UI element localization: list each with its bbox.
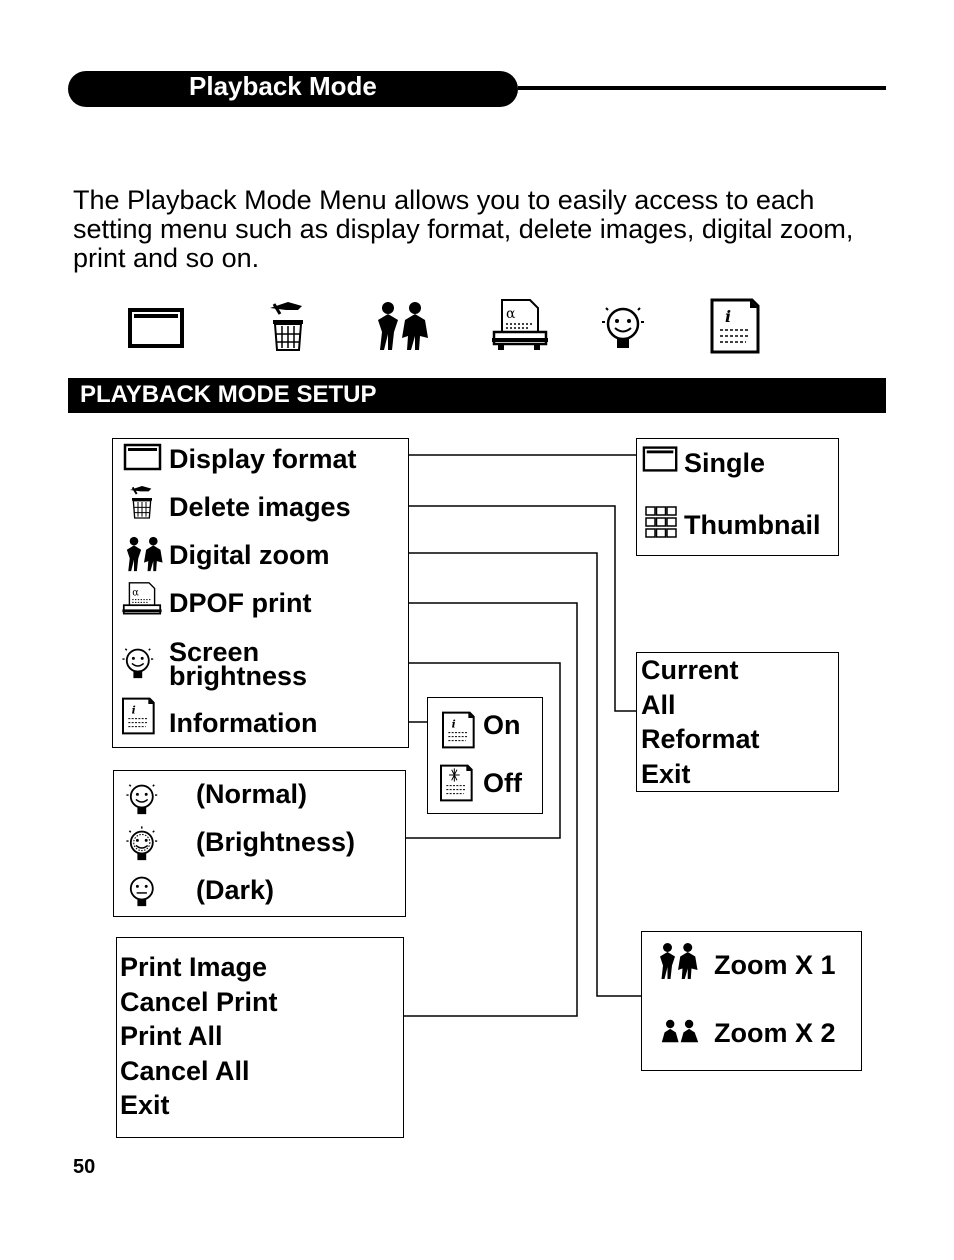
option-single[interactable]: Single <box>684 448 766 478</box>
menu-item-dpof-print[interactable]: DPOF print <box>169 588 312 618</box>
svg-text:i: i <box>451 717 456 731</box>
option-current[interactable]: Current <box>641 655 739 685</box>
thumbnail-icon <box>644 505 678 539</box>
zoom-x1-icon <box>655 940 701 982</box>
svg-text:α: α <box>132 587 139 599</box>
dpof-print-icon <box>490 298 550 354</box>
menu-item-screen-line2: brightness <box>169 661 308 691</box>
option-cancel-print[interactable]: Cancel Print <box>120 986 278 1017</box>
display-format-icon <box>123 442 163 472</box>
information-icon <box>119 696 159 736</box>
option-print-all[interactable]: Print All <box>120 1021 223 1051</box>
option-exit[interactable]: Exit <box>641 758 691 789</box>
screen-brightness-icon <box>118 640 162 684</box>
option-brightness[interactable]: (Brightness) <box>196 827 356 857</box>
option-thumbnail[interactable]: Thumbnail <box>684 510 821 540</box>
digital-zoom-icon <box>121 534 167 574</box>
option-reformat[interactable]: Reformat <box>641 724 760 754</box>
option-zoom-x1[interactable]: Zoom X 1 <box>714 950 836 980</box>
option-normal[interactable]: (Normal) <box>196 779 308 809</box>
svg-text:i: i <box>725 307 732 326</box>
digital-zoom-icon <box>372 298 432 354</box>
option-print-image[interactable]: Print Image <box>120 952 268 982</box>
option-dark[interactable]: (Dark) <box>196 875 275 905</box>
option-print-exit[interactable]: Exit <box>120 1090 170 1120</box>
zoom-x2-icon <box>659 1018 701 1044</box>
menu-item-screen-brightness[interactable] <box>169 637 308 691</box>
option-off[interactable]: Off <box>483 768 522 798</box>
menu-item-screen-line1: Screen <box>169 637 260 667</box>
screen-brightness-icon <box>596 298 656 354</box>
delete-images-icon <box>258 298 318 354</box>
intro-paragraph: The Playback Mode Menu allows you to easily access to each setting menu such as display format, delete images, digital zoom, print and so on. <box>73 185 854 273</box>
delete-images-icon <box>122 477 162 527</box>
information-icon <box>706 298 766 354</box>
high-brightness-icon <box>122 822 166 866</box>
delete-options-list <box>641 653 760 791</box>
header-rule <box>518 86 886 90</box>
svg-text:α: α <box>506 306 516 322</box>
print-options-list <box>120 950 278 1123</box>
setup-title: PLAYBACK MODE SETUP <box>80 381 377 408</box>
page-title: Playback Mode <box>189 71 377 101</box>
option-zoom-x2[interactable]: Zoom X 2 <box>714 1018 836 1048</box>
menu-item-information[interactable]: Information <box>169 708 318 738</box>
dark-brightness-icon <box>122 868 166 912</box>
option-all[interactable]: All <box>641 689 676 720</box>
normal-brightness-icon <box>122 776 166 820</box>
display-format-icon <box>126 298 186 354</box>
svg-text:i: i <box>131 703 136 717</box>
info-off-icon <box>437 763 477 803</box>
option-on[interactable]: On <box>483 710 521 740</box>
page-number: 50 <box>73 1156 96 1178</box>
menu-item-display-format[interactable]: Display format <box>169 444 357 474</box>
menu-item-digital-zoom[interactable]: Digital zoom <box>169 540 330 570</box>
single-icon <box>642 444 680 474</box>
dpof-print-icon <box>121 581 163 621</box>
option-cancel-all[interactable]: Cancel All <box>120 1055 250 1086</box>
info-on-icon <box>439 710 479 750</box>
menu-item-delete-images[interactable]: Delete images <box>169 492 351 522</box>
